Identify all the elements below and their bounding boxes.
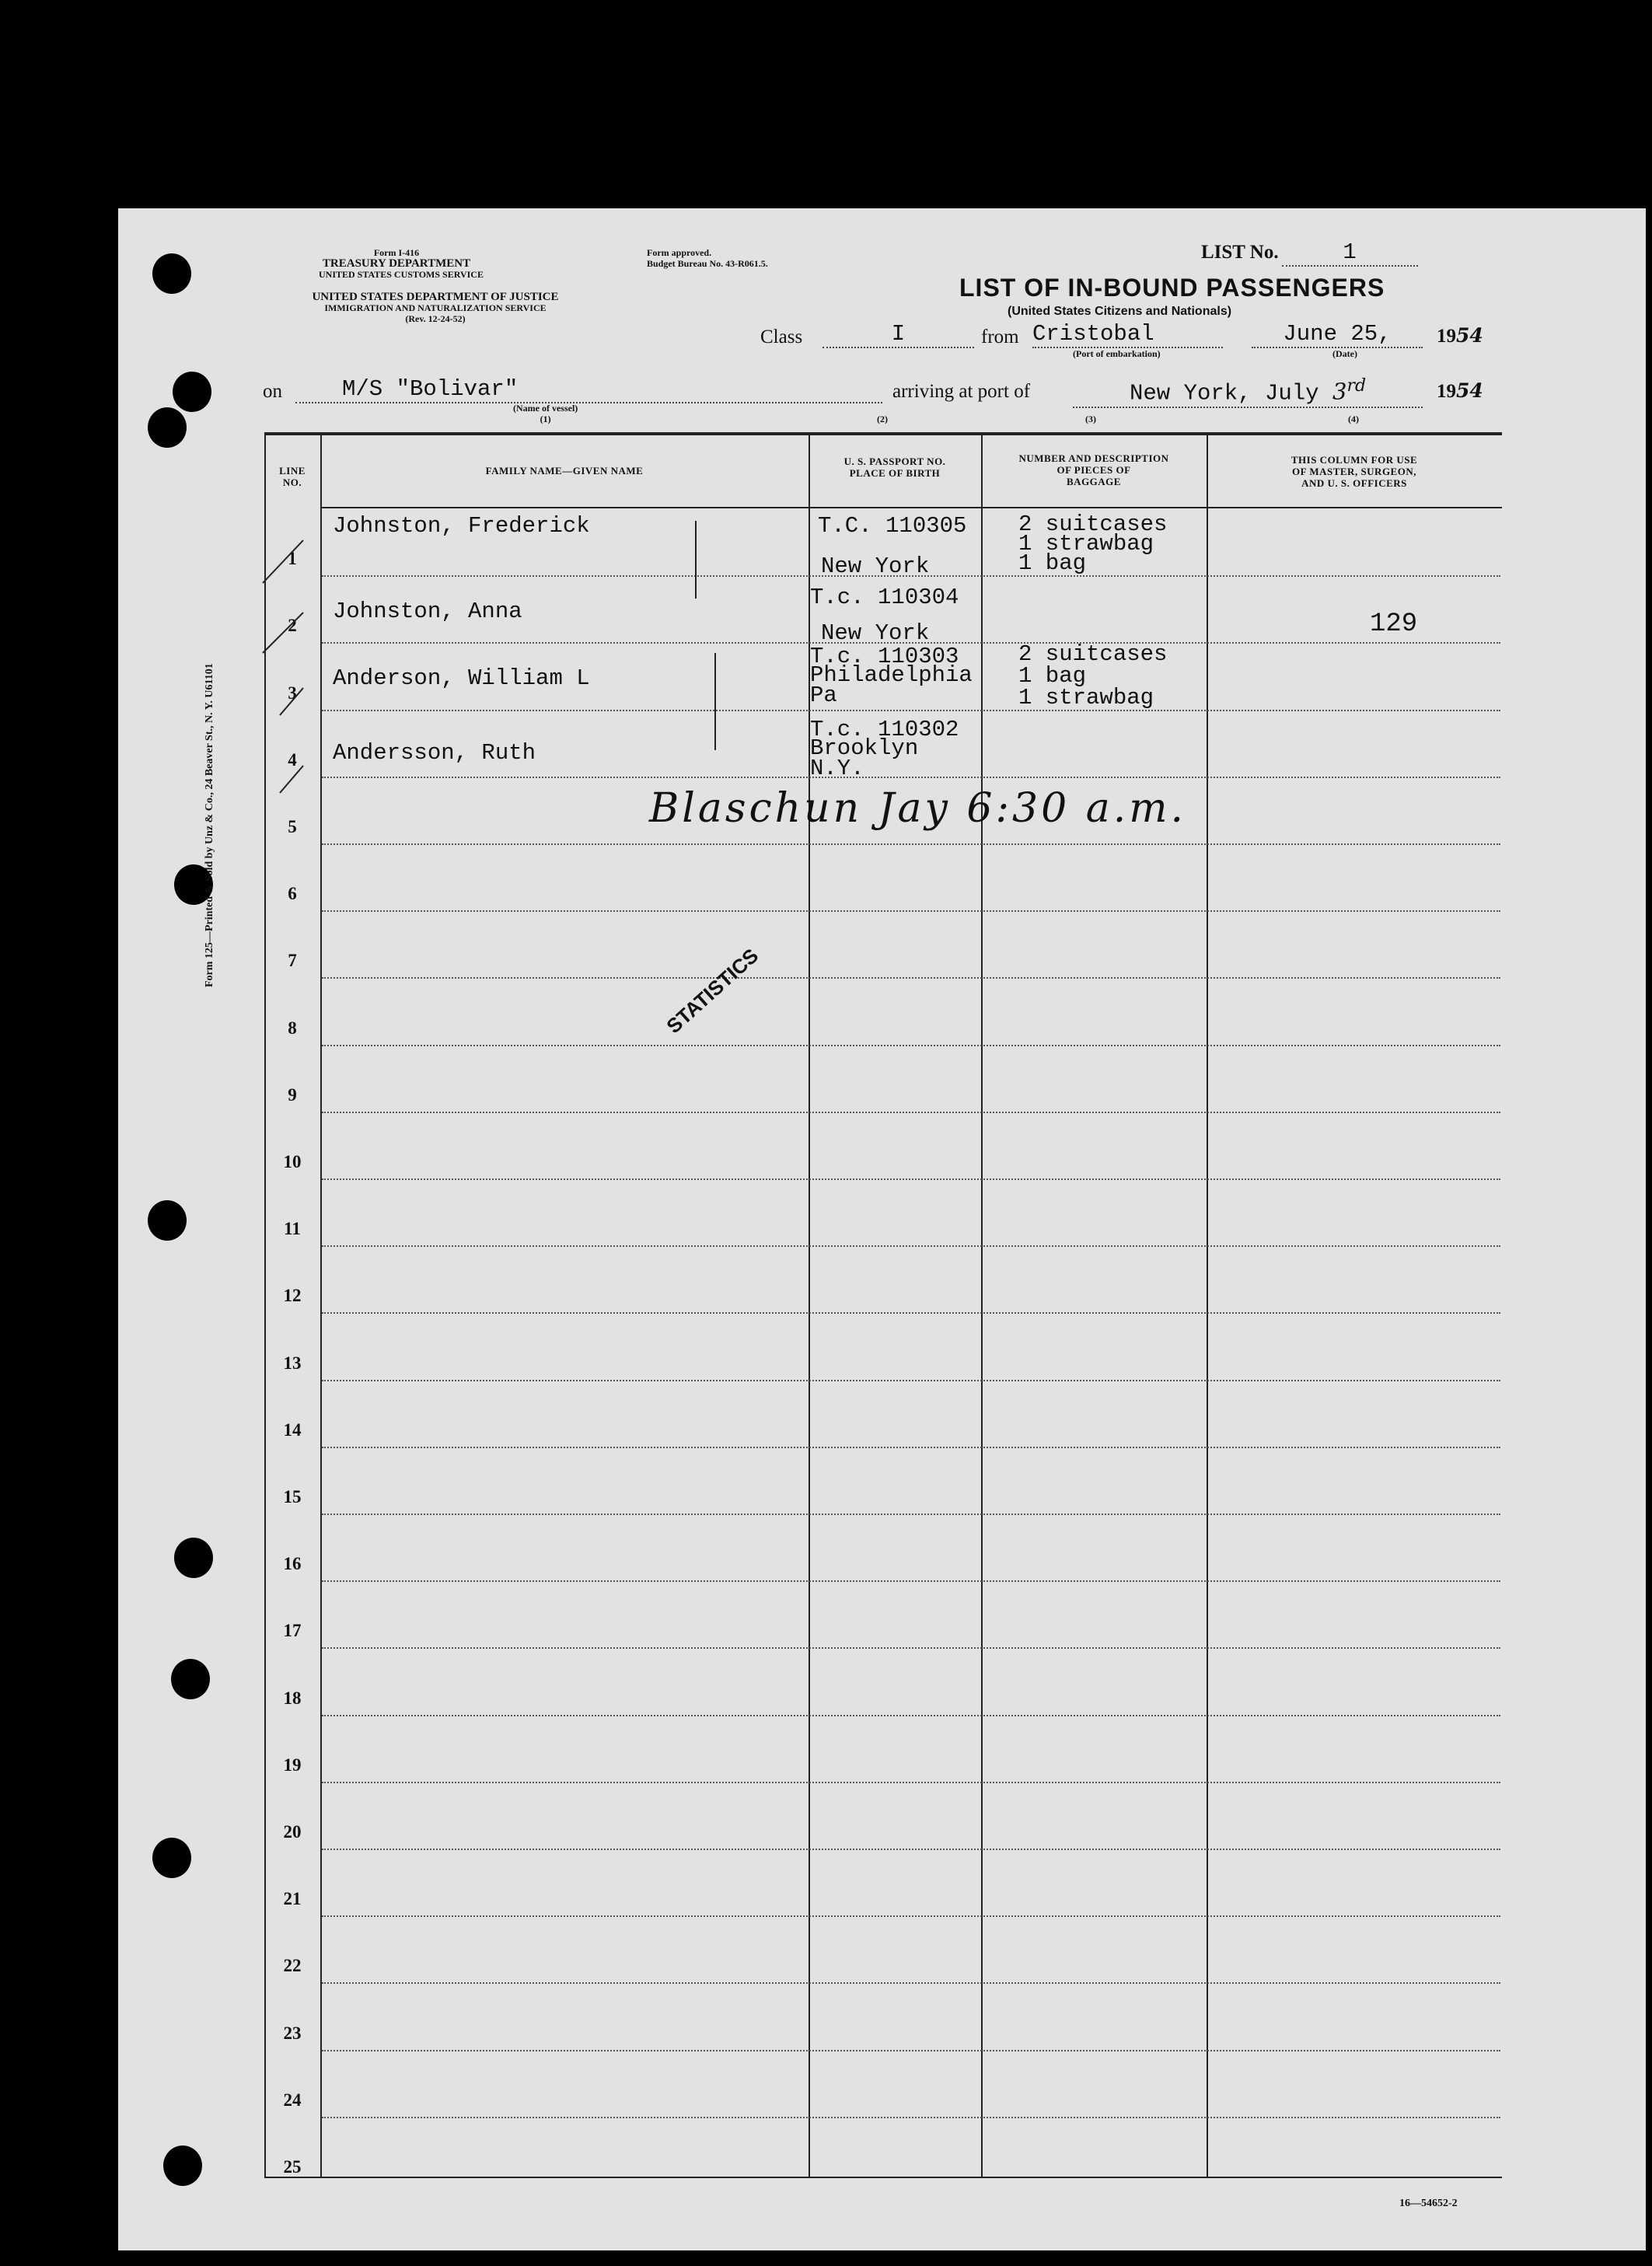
row-number: 3 bbox=[288, 683, 297, 703]
dept-block bbox=[260, 292, 610, 324]
row-rule bbox=[322, 1245, 1500, 1247]
vessel-value: M/S "Bolivar" bbox=[295, 376, 882, 403]
from-label: from bbox=[981, 326, 1019, 347]
arrival-year-suffix: 54 bbox=[1456, 379, 1483, 402]
col-header-name: FAMILY NAME—GIVEN NAME bbox=[485, 465, 644, 477]
on-label: on bbox=[263, 381, 282, 402]
entry-name: Johnston, Frederick bbox=[333, 513, 590, 539]
row-number: 24 bbox=[283, 2090, 302, 2110]
row-number: 2 bbox=[288, 616, 297, 636]
row-number: 9 bbox=[288, 1084, 297, 1105]
col-baggage-text-3: BAGGAGE bbox=[1067, 476, 1121, 487]
row-rule bbox=[322, 1915, 1500, 1917]
revision: (Rev. 12-24-52) bbox=[405, 313, 466, 324]
row-rule bbox=[322, 1045, 1500, 1046]
entry-passport: T.c. 110304 bbox=[810, 585, 959, 610]
punch-hole bbox=[173, 372, 211, 412]
col-num-3: (3) bbox=[1085, 414, 1096, 424]
baggage-item: 2 suitcases bbox=[1018, 641, 1168, 667]
col-header-officers bbox=[1210, 454, 1499, 489]
row-rule bbox=[322, 1447, 1500, 1448]
vessel-caption-text: (Name of vessel) bbox=[513, 403, 578, 414]
col-birthplace-text: PLACE OF BIRTH bbox=[849, 467, 941, 479]
handwritten-note: Blaschun Jay 6:30 a.m. bbox=[649, 785, 1187, 832]
row-number: 18 bbox=[283, 1688, 302, 1708]
footer-code: 16—54652-2 bbox=[1399, 2198, 1458, 2209]
table-top-rule bbox=[264, 432, 1502, 435]
arrival-year bbox=[1437, 379, 1483, 403]
entry-birthplace: Philadelphia Pa bbox=[810, 662, 973, 708]
row-rule bbox=[322, 843, 1500, 845]
row-rule bbox=[322, 1849, 1500, 1850]
list-no-label: LIST No. bbox=[1201, 242, 1279, 263]
col-line-text: LINE bbox=[279, 465, 306, 477]
punch-hole bbox=[148, 407, 187, 448]
baggage-item: 1 strawbag bbox=[1018, 685, 1154, 711]
row-number: 20 bbox=[283, 1822, 302, 1842]
date-caption: (Date) bbox=[1332, 348, 1357, 359]
form-block bbox=[319, 247, 484, 280]
row-rule bbox=[322, 2050, 1500, 2051]
baggage-item: 1 strawbag bbox=[1018, 531, 1154, 557]
arrival-day: 3 bbox=[1332, 378, 1347, 405]
vessel-col-num: (1) bbox=[540, 414, 551, 424]
entry-name: Anderson, William L bbox=[333, 665, 590, 691]
from-caption: (Port of embarkation) bbox=[1073, 348, 1161, 359]
officer-note: 129 bbox=[1370, 609, 1418, 639]
row-number: 11 bbox=[284, 1219, 301, 1239]
list-no-value: 1 bbox=[1282, 239, 1418, 267]
class-label: Class bbox=[760, 326, 803, 347]
arrival-value bbox=[1073, 376, 1423, 408]
row-number: 17 bbox=[283, 1621, 302, 1641]
side-print: Form 125—Printed & Sold by Unz & Co., 24 Beaver St., N. Y. U61101 bbox=[204, 663, 215, 987]
col-baggage-text-1: NUMBER AND DESCRIPTION bbox=[1018, 452, 1169, 464]
col-header-baggage bbox=[984, 452, 1203, 487]
row-number: 15 bbox=[283, 1487, 302, 1507]
date-year-suffix: 54 bbox=[1456, 324, 1483, 347]
punch-hole bbox=[152, 1838, 191, 1878]
row-number: 19 bbox=[283, 1754, 302, 1775]
col-officers-text-1: THIS COLUMN FOR USE bbox=[1291, 454, 1418, 466]
row-rule bbox=[322, 1514, 1500, 1515]
row-number: 21 bbox=[283, 1889, 302, 1909]
row-number: 16 bbox=[283, 1554, 302, 1574]
baggage-item: 1 bag bbox=[1018, 550, 1087, 576]
row-rule bbox=[322, 1715, 1500, 1716]
punch-hole bbox=[152, 253, 191, 294]
col-header-line-no bbox=[268, 465, 316, 488]
arriving-label: arriving at port of bbox=[892, 381, 1031, 402]
punch-hole bbox=[171, 1659, 210, 1699]
col-baggage-text-2: OF PIECES OF bbox=[1057, 464, 1131, 476]
arrival-port-date: New York, July bbox=[1129, 380, 1319, 407]
punch-hole bbox=[148, 1200, 187, 1241]
row-number: 7 bbox=[288, 951, 297, 971]
row-number: 8 bbox=[288, 1018, 297, 1038]
entry-name: Andersson, Ruth bbox=[333, 740, 536, 766]
entry-birthplace: Brooklyn N.Y. bbox=[810, 735, 919, 781]
punch-hole bbox=[163, 2146, 202, 2186]
row-rule bbox=[322, 1112, 1500, 1113]
entry-passport: T.c. 110302 bbox=[810, 717, 959, 742]
row-number: 23 bbox=[283, 2023, 302, 2043]
col-passport-text: U. S. PASSPORT NO. bbox=[843, 456, 946, 467]
col-num-4: (4) bbox=[1348, 414, 1359, 424]
baggage-item: 2 suitcases bbox=[1018, 512, 1168, 537]
col-header-passport bbox=[812, 456, 977, 479]
punch-hole bbox=[174, 1538, 213, 1578]
row-rule bbox=[322, 977, 1500, 979]
entry-baggage bbox=[1018, 641, 1168, 711]
entry-birthplace: New York bbox=[821, 620, 930, 646]
row-rule bbox=[322, 2117, 1500, 2118]
row-rule bbox=[322, 1380, 1500, 1381]
row-rule bbox=[322, 1982, 1500, 1984]
row-number: 14 bbox=[283, 1419, 302, 1440]
customs-service: UNITED STATES CUSTOMS SERVICE bbox=[319, 269, 484, 280]
form-number: Form I-416 bbox=[373, 247, 420, 258]
from-value: Cristobal bbox=[1032, 321, 1223, 348]
row-number: 12 bbox=[283, 1286, 302, 1306]
table-bottom-rule bbox=[264, 2177, 1502, 2178]
entry-passport: T.c. 110303 bbox=[810, 644, 959, 669]
form-approved: Form approved. bbox=[647, 247, 712, 258]
list-no bbox=[1201, 239, 1418, 267]
row-number: 6 bbox=[288, 884, 297, 904]
page-title: LIST OF IN-BOUND PASSENGERS bbox=[959, 274, 1385, 302]
row-rule bbox=[322, 1580, 1500, 1582]
date-value: June 25, bbox=[1252, 321, 1423, 348]
entry-baggage bbox=[1018, 512, 1168, 576]
date-year bbox=[1437, 324, 1483, 347]
arrival-day-suffix: rd bbox=[1346, 376, 1367, 396]
budget-bureau: Budget Bureau No. 43-R061.5. bbox=[647, 258, 768, 269]
row-number: 10 bbox=[283, 1152, 302, 1171]
approval-block bbox=[647, 247, 768, 269]
date-year-prefix: 19 bbox=[1437, 326, 1456, 347]
row-number: 22 bbox=[283, 1956, 302, 1976]
row-rule bbox=[322, 1782, 1500, 1783]
check-marks bbox=[257, 505, 863, 801]
treasury-dept: TREASURY DEPARTMENT bbox=[322, 257, 471, 270]
vessel-caption bbox=[513, 403, 578, 424]
entry-birthplace: New York bbox=[821, 553, 930, 579]
page-subtitle: (United States Citizens and Nationals) bbox=[1008, 305, 1232, 318]
row-rule bbox=[322, 1178, 1500, 1180]
col-officers-text-3: AND U. S. OFFICERS bbox=[1301, 477, 1407, 489]
dept-justice: UNITED STATES DEPARTMENT OF JUSTICE bbox=[312, 291, 559, 303]
ins-service: IMMIGRATION AND NATURALIZATION SERVICE bbox=[324, 302, 547, 313]
row-number: 1 bbox=[288, 549, 297, 569]
entry-passport: T.C. 110305 bbox=[818, 513, 967, 539]
row-rule bbox=[322, 1312, 1500, 1314]
row-rule bbox=[322, 910, 1500, 912]
col-num-2: (2) bbox=[877, 414, 888, 424]
row-number: 25 bbox=[283, 2157, 302, 2177]
col-officers-text-2: OF MASTER, SURGEON, bbox=[1292, 466, 1416, 477]
row-number: 5 bbox=[288, 817, 297, 836]
class-value: I bbox=[823, 321, 974, 348]
row-rule bbox=[322, 1647, 1500, 1649]
baggage-item: 1 bag bbox=[1018, 663, 1087, 689]
row-number: 4 bbox=[288, 749, 297, 770]
statistics-stamp: STATISTICS bbox=[662, 944, 763, 1039]
entry-name: Johnston, Anna bbox=[333, 599, 522, 624]
row-number: 13 bbox=[283, 1353, 302, 1373]
col-no-text: NO. bbox=[282, 477, 302, 488]
arrival-year-prefix: 19 bbox=[1437, 381, 1456, 402]
